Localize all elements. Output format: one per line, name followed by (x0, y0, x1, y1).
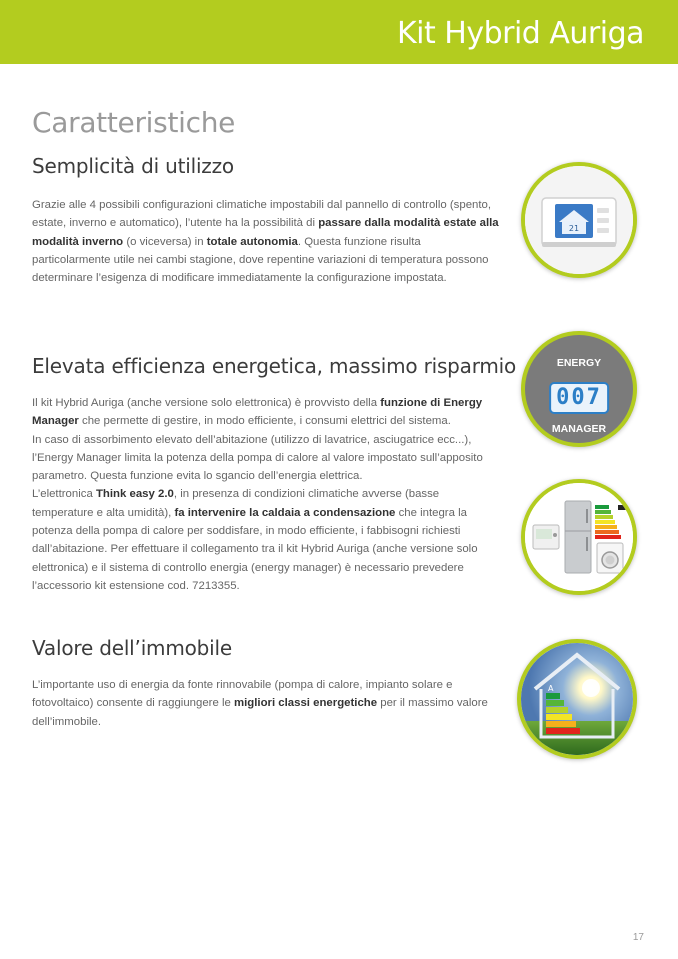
paragraph (32, 676, 502, 731)
section-heading-efficienza: Elevata efficienza energetica, massimo risparmio (32, 354, 517, 378)
bold-text-run: Think easy 2.0 (95, 488, 174, 501)
text-run: Il kit Hybrid Auriga (anche versione solo elettronica) è provvisto della (32, 397, 381, 409)
text-run: L’importante uso di energia da fonte rinnovabile (pompa di calore, impianto solare e fotovoltaico) consente di raggiungere le (32, 679, 453, 710)
thermostat-panel-icon (525, 166, 633, 274)
page-title: Caratteristiche (32, 106, 236, 139)
appliances-image (521, 479, 637, 595)
header-title: Kit Hybrid Auriga (396, 16, 644, 51)
page-number: 17 (632, 932, 644, 943)
section-text-efficienza (32, 394, 494, 595)
bold-text-run: migliori classi energetiche (234, 697, 378, 710)
house-energy-image (517, 639, 637, 759)
house-energy-class-icon (521, 643, 633, 755)
section-heading-semplicita: Semplicità di utilizzo (32, 154, 234, 178)
text-run: , in presenza di condizioni climatiche avverse (basse temperature e alta umidità), (32, 488, 440, 519)
energy-class-letter: A (548, 684, 554, 693)
energy-label-bottom: MANAGER (551, 423, 607, 435)
paragraph (32, 485, 494, 595)
header-bar (0, 0, 678, 64)
text-run: In caso di assorbimento elevato dell’abitazione (utilizzo di lavatrice, asciugatrice ecc...), l’Energy Manager limita la potenza della pompa di calore al valore impostato sull’apposito parametro. Questa funzione evita lo sgancio dell’energia elettrica. (32, 433, 483, 483)
text-run: che integra la potenza della pompa di calore per soddisfare, in modo efficiente, i fabbisogni richiesti dall’abitazione. Per effettuare il collegamento tra il kit Hybrid Auriga (anche versione solo elettronica) e il sistema di controllo energia (energy manager) è necessario prevedere l’accessorio kit estensione cod. 7213355. (32, 506, 478, 592)
bold-text-run: passare dalla modalità estate alla modalità inverno (32, 217, 499, 248)
section-text-valore (32, 676, 502, 731)
energy-manager-badge (521, 331, 637, 447)
bold-text-run: totale autonomia (206, 235, 298, 248)
section-heading-valore: Valore dell’immobile (32, 636, 232, 660)
bold-text-run: funzione di Energy Manager (32, 397, 483, 428)
text-run: L’elettronica (32, 488, 96, 501)
text-run: (o viceversa) in (123, 235, 207, 248)
paragraph (32, 431, 494, 486)
text-run: . Questa funzione risulta particolarmente utile nei cambi stagione, dove repentine variazioni di temperatura possono determinare l’esigenza di modificare immediatamente la configurazione impostata. (32, 235, 489, 285)
text-run: Grazie alle 4 possibili configurazioni climatiche impostabili dal pannello di controllo (spento, estate, inverno e automatico), l’utente ha la possibilità di (32, 199, 492, 230)
bold-text-run: fa intervenire la caldaia a condensazione (174, 506, 396, 519)
text-run: che permette di gestire, in modo efficiente, i consumi elettrici del sistema. (78, 415, 451, 428)
home-appliances-icon (525, 483, 633, 591)
thermostat-display-value: 21 (568, 224, 580, 233)
paragraph (32, 394, 494, 431)
paragraph (32, 196, 500, 287)
section-text-semplicita (32, 196, 500, 287)
thermostat-image (521, 162, 637, 278)
energy-label-top: ENERGY (556, 357, 602, 369)
energy-digits: 007 (549, 382, 609, 414)
text-run: per il massimo valore dell’immobile. (32, 697, 488, 728)
